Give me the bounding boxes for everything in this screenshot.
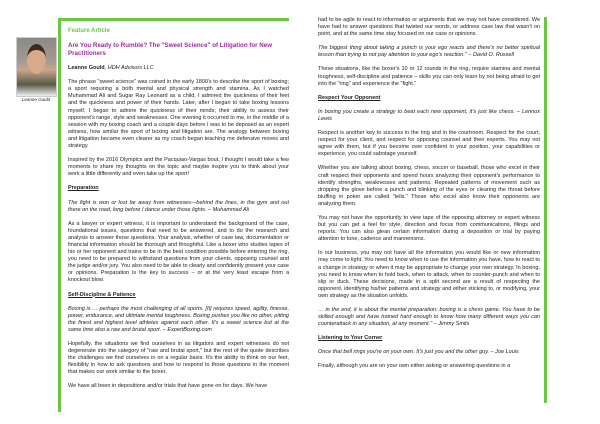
paragraph: Inspired by the 2016 Olympics and the Pacquiao-Vargas bout, I thought I would take a few moments to share my thoughts on the topic and maybe inspire you to think about your work a little differently and even take up the sport!	[68, 157, 289, 178]
paragraph: We have all been in depositions and/or trials that have gone on for days. We have	[68, 383, 268, 390]
author-name: Leanne Gould	[68, 65, 105, 72]
paragraph: Respect is another key to success in the ring and in the courtroom. Respect for the court, respect for your client, and respect for opposing counsel and their experts. You may not agree with them, but if you become over confident in your position, your capabilities or experience, you could sabotage yourself.	[318, 130, 540, 158]
author-photo-head	[27, 44, 46, 74]
photo-caption: Leanne Gould	[21, 97, 51, 102]
quote: Once that bell rings you're on your own. It's just you and the other guy. – Joe Louis	[318, 349, 519, 356]
paragraph: These situations, like the boxer's 10 or 12 rounds in the ring, require stamina and mental toughness, self-discipline and patience – skills you can only learn by not being afraid to get into the "ring" and experience the "fight."	[318, 66, 540, 87]
author-line	[68, 65, 289, 72]
article-title: Are You Ready to Rumble? The "Sweet Science" of Litigation for New Practitioners	[68, 42, 273, 58]
paragraph: Hopefully, the situations we find ourselves in as litigators and expert witnesses do not degenerate into the category of "raw and brutal sport," but the rest of the quote describes the challenges we find ourselves in on a regular basis. It's the ability to think on our feet, flexibility in how to ask questions and how to respond to those questions in the moment that makes our work similar to the boxer.	[68, 341, 289, 376]
feature-label: Feature Article	[68, 28, 110, 34]
author-org: , HDH Advisors LLC	[104, 65, 154, 72]
quote: Boxing is … perhaps the most challenging of all sports. [It] requires speed, agility, finesse, power, endurance, and ultimate mental toughness. Boxing pushes you like no other, pitting the finest and highest level athletes against each other. It's a sweet science but at the same time also a raw and brutal sport. – ExpertBoxing.com	[68, 305, 289, 333]
quote: The biggest thing about taking a punch is your ego reacts and there's no better spiritual lesson than trying to not pay attention to your ego's reaction." – David O. Russell	[318, 45, 540, 59]
section-heading: Self-Discipline & Patience	[68, 291, 136, 298]
paragraph: The phrase "sweet science" was coined in the early 1800's to describe the sport of boxing; a sport requiring a both mental and physical strength and stamina. As I watched Muhammad Ali and Sugar Ray Leonard as a child, I admired the quickness of their feet and the quickness and power of their hands. Later, after I began to take boxing lessons myself, I began to admire the quickness of their minds; their ability to assess their opponent's range, style and weaknesses. One evening it occurred to me, in the middle of a session with my boxing coach and a couple days before I was to be deposed as an expert witness, how similar the sport of boxing and litigation are. The analogy between boxing and litigation became even clearer as my coach began teaching me defensive moves and strategy.	[68, 79, 289, 150]
quote: … in the end, it is about the mental preparation: boxing is a chess game. You have to be skilled enough and have trained hard enough to know how many different ways you can counterattack in any situation, at any moment." – Jimmy Smits	[318, 307, 540, 328]
section-heading: Listening to Your Corner	[318, 335, 383, 342]
paragraph: Finally, although you are on your own either asking or answering questions in a	[318, 363, 511, 370]
section-heading: Preparation	[68, 185, 99, 192]
paragraph: Whether you are talking about boxing, chess, soccer or baseball, those who excel in their craft respect their opponents and spend hours analyzing their opponent's performance to identify strengths, weaknesses and patterns. Repeated patterns of movement such as dropping the glove before a punch and blinking of the eyes or clearing the throat before bluffing in poker are called "tells." Those who excel also know their opponents are analyzing them.	[318, 165, 540, 207]
quote: The fight is won or lost far away from witnesses—behind the lines, in the gym and out there on the road, long before I dance under those lights. – Muhammad Ali	[68, 199, 289, 213]
section-heading: Respect Your Opponent	[318, 94, 381, 101]
paragraph: had to be agile to react to information or arguments that we may not have considered. We have had to answer questions that twisted our words, or address case law that wasn't on point, and at the same time stay focused on our case or opinions.	[318, 17, 540, 38]
left-column	[58, 18, 289, 412]
paragraph: In our business, you may not have all the information you would like or new information may come to light. You need to know when to use the information you have, how to react to a change in strategy or when it may be appropriate to change your own strategy. In boxing, you need to know when to hold back, when to attack, when to counter-punch and when to slip or duck. These decisions, made in a split second are a result of respecting the opponent, identifying his/her patterns and strategy and either sticking to, or modifying, your own strategy as the situation unfolds.	[318, 250, 540, 299]
right-column	[318, 17, 547, 403]
author-photo	[16, 37, 57, 97]
paragraph: You may not have the opportunity to view tape of the opposing attorney or expert witness but you can get a feel for style, direction and focus from communications, filings and reports. You can also glean certain information during a deposition or trial by paying attention to tone, cadence and mannerisms.	[318, 214, 540, 243]
quote: In boxing you create a strategy to beat each new opponent, it's just like chess. – Lennox Lewis	[318, 108, 540, 122]
paragraph: As a lawyer or expert witness, it is important to understand the background of the case, foundational issues, questions that need to be answered, and to do the research and analysis to answer those questions. Your analysis, whether of case law, documentation or financial information should be thorough and thoughtful. Like a boxer who studies tapes of his or her opponent and trains to be in the best condition possible before entering the ring, you need to be prepared to withstand questions from your clients, opposing counsel and the judge and/or jury. You also need to be able to clearly and confidently present your case or opinions. Preparation is the key to success – or at the very least escape from a knockout blow.	[68, 220, 289, 284]
